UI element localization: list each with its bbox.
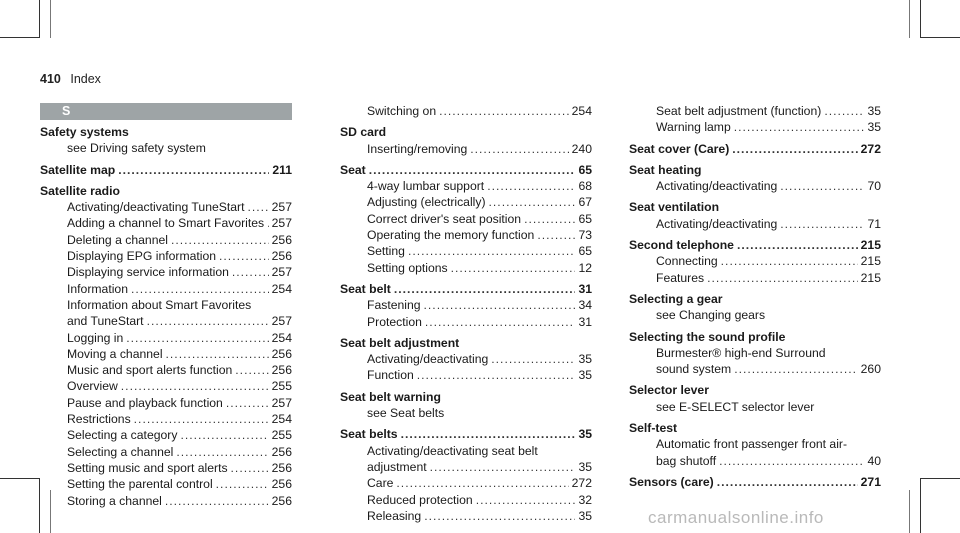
sub-entry: Activating/deactivating ..... 35 bbox=[340, 351, 592, 367]
sub-entry: Logging in ..... 254 bbox=[40, 330, 292, 346]
section-title: Index bbox=[70, 72, 101, 86]
sub-entry: Setting ..... 65 bbox=[340, 243, 592, 259]
index-entry: Seat belt ..... 31 bbox=[340, 281, 592, 297]
sub-entry: Information about Smart Favorites bbox=[67, 297, 252, 312]
sub-entry: Connecting ..... 215 bbox=[629, 253, 881, 269]
sub-entry: Burmester® high-end Surround bbox=[656, 345, 826, 360]
sub-entry: Setting options ..... 12 bbox=[340, 260, 592, 276]
index-letter-band: S bbox=[40, 103, 292, 120]
index-entry: Sensors (care) ..... 271 bbox=[629, 474, 881, 490]
sub-entry: Restrictions ..... 254 bbox=[40, 411, 292, 427]
sub-entry: Automatic front passenger front air- bbox=[656, 437, 848, 452]
see-reference: see Changing gears bbox=[656, 308, 766, 323]
index-entry: Seat belts ..... 35 bbox=[340, 426, 592, 442]
entry-heading: Seat belt adjustment bbox=[340, 335, 460, 350]
sub-entry: Information ..... 254 bbox=[40, 281, 292, 297]
sub-entry: Selecting a category ..... 255 bbox=[40, 427, 292, 443]
page-header bbox=[40, 72, 101, 86]
sub-entry: Activating/deactivating seat belt bbox=[367, 443, 538, 458]
sub-entry: adjustment ..... 35 bbox=[340, 459, 592, 475]
sub-entry: Displaying EPG information ..... 256 bbox=[40, 248, 292, 264]
sub-entry: Inserting/removing ..... 240 bbox=[340, 141, 592, 157]
entry-heading: Satellite radio bbox=[40, 183, 120, 198]
sub-entry: Activating/deactivating ..... 71 bbox=[629, 216, 881, 232]
entry-heading: SD card bbox=[340, 125, 387, 140]
crop-mark bbox=[50, 0, 51, 38]
entry-heading: Seat ventilation bbox=[629, 200, 720, 215]
index-column-2 bbox=[340, 103, 592, 524]
page-ref: 211 bbox=[272, 162, 292, 177]
sub-entry: Warning lamp ..... 35 bbox=[629, 119, 881, 135]
crop-mark bbox=[39, 0, 40, 38]
entry-heading: Selecting a gear bbox=[629, 291, 723, 306]
sub-entry: sound system ..... 260 bbox=[629, 361, 881, 377]
entry-heading: Safety systems bbox=[40, 125, 129, 139]
sub-entry: Deleting a channel ..... 256 bbox=[40, 232, 292, 248]
sub-entry: Function ..... 35 bbox=[340, 367, 592, 383]
crop-mark bbox=[920, 478, 960, 479]
see-reference: see Driving safety system bbox=[67, 141, 206, 156]
sub-entry: and TuneStart ..... 257 bbox=[40, 313, 292, 329]
sub-entry: Activating/deactivating TuneStart ..... 257 bbox=[40, 199, 292, 215]
index-entry: Second telephone ..... 215 bbox=[629, 237, 881, 253]
sub-entry: Operating the memory function ..... 73 bbox=[340, 227, 592, 243]
page-number: 410 bbox=[40, 72, 61, 86]
sub-entry: Adjusting (electrically) ..... 67 bbox=[340, 194, 592, 210]
sub-entry: Selecting a channel ..... 256 bbox=[40, 444, 292, 460]
sub-entry: Care ..... 272 bbox=[340, 475, 592, 491]
entry-heading: Self-test bbox=[629, 421, 678, 436]
crop-mark bbox=[920, 0, 921, 38]
entry-heading: Selector lever bbox=[629, 383, 709, 398]
index-entry: Satellite map ..... 211 bbox=[40, 162, 292, 178]
sub-entry: Overview ..... 255 bbox=[40, 378, 292, 394]
sub-entry: Correct driver's seat position ..... 65 bbox=[340, 211, 592, 227]
sub-entry: Adding a channel to Smart Favorites ..... 257 bbox=[40, 215, 292, 231]
sub-entry: Seat belt adjustment (function) ..... 35 bbox=[629, 103, 881, 119]
crop-mark bbox=[920, 478, 921, 533]
crop-mark bbox=[920, 37, 960, 38]
sub-entry: Protection ..... 31 bbox=[340, 314, 592, 330]
sub-entry: Pause and playback function ..... 257 bbox=[40, 395, 292, 411]
sub-entry: Switching on ..... 254 bbox=[340, 103, 592, 119]
sub-entry: Storing a channel ..... 256 bbox=[40, 493, 292, 509]
crop-mark bbox=[0, 478, 40, 479]
sub-entry: Fastening ..... 34 bbox=[340, 297, 592, 313]
sub-entry: Moving a channel ..... 256 bbox=[40, 346, 292, 362]
index-entry: Seat cover (Care) ..... 272 bbox=[629, 141, 881, 157]
sub-entry: 4-way lumbar support ..... 68 bbox=[340, 178, 592, 194]
see-reference: see Seat belts bbox=[367, 406, 445, 421]
sub-entry: Reduced protection ..... 32 bbox=[340, 492, 592, 508]
sub-entry: Music and sport alerts function ..... 256 bbox=[40, 362, 292, 378]
sub-entry: Activating/deactivating ..... 70 bbox=[629, 178, 881, 194]
watermark-logo: carmanualsonline.info bbox=[648, 508, 824, 527]
sub-entry: bag shutoff ..... 40 bbox=[629, 453, 881, 469]
crop-mark bbox=[909, 490, 910, 533]
index-column-1 bbox=[40, 103, 292, 509]
entry-heading: Seat heating bbox=[629, 162, 702, 177]
see-reference: see E-SELECT selector lever bbox=[656, 399, 815, 414]
sub-entry: Setting the parental control ..... 256 bbox=[40, 476, 292, 492]
sub-entry: Setting music and sport alerts ..... 256 bbox=[40, 460, 292, 476]
crop-mark bbox=[909, 0, 910, 38]
entry-heading: Selecting the sound profile bbox=[629, 329, 786, 344]
index-column-3 bbox=[629, 103, 881, 490]
sub-entry: Features ..... 215 bbox=[629, 270, 881, 286]
index-entry: Seat ..... 65 bbox=[340, 162, 592, 178]
sub-entry: Displaying service information ..... 257 bbox=[40, 264, 292, 280]
crop-mark bbox=[0, 37, 40, 38]
sub-entry: Releasing ..... 35 bbox=[340, 508, 592, 524]
entry-heading: Seat belt warning bbox=[340, 389, 441, 404]
